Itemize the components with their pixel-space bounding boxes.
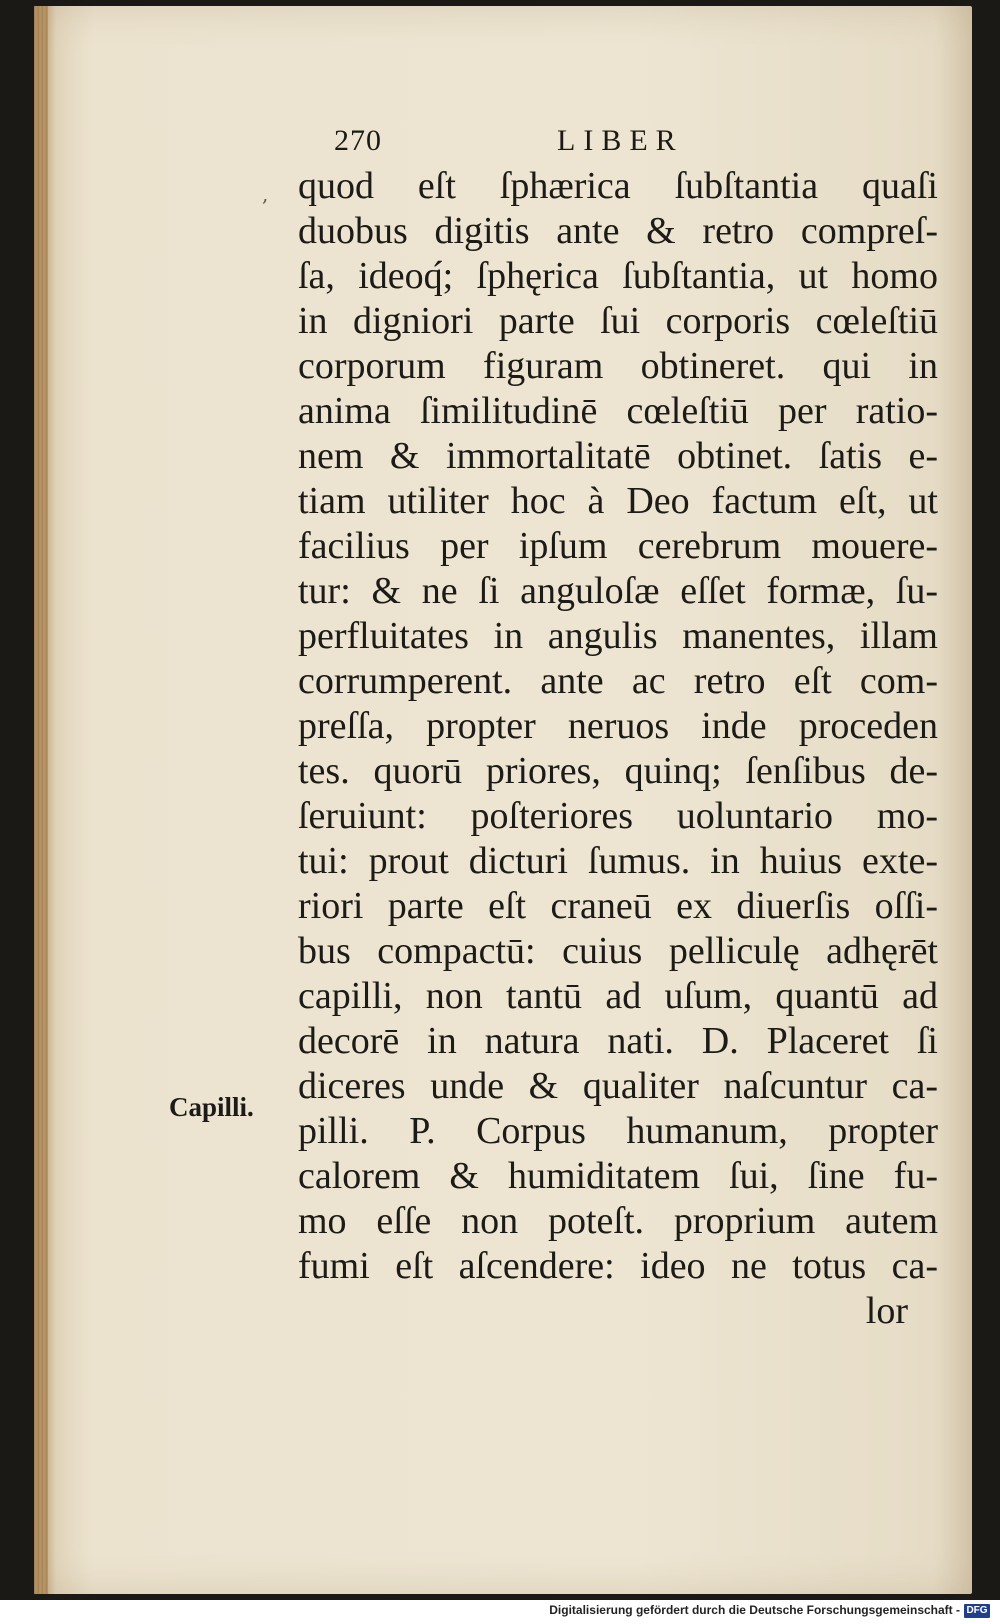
catchword: lor xyxy=(865,1290,908,1332)
text-line: facilius per ipſum cerebrum mouere- xyxy=(298,525,938,567)
text-line: ſeruiunt: poſteriores uoluntario mo- xyxy=(298,795,938,837)
text-line: bus compactū: cuius pelliculę adhęrēt xyxy=(298,930,938,972)
text-line: nem & immortalitatē obtinet. ſatis e- xyxy=(298,435,938,477)
text-line: riori parte eſt craneū ex diuerſis oſſi- xyxy=(298,885,938,927)
stray-ink-mark: , xyxy=(262,182,269,206)
text-line: tiam utiliter hoc à Deo factum eſt, ut xyxy=(298,480,938,522)
running-title: LIBER xyxy=(557,124,684,157)
text-line: anima ſimilitudinē cœleſtiū per ratio- xyxy=(298,390,938,432)
text-line: mo eſſe non poteſt. proprium autem xyxy=(298,1200,938,1242)
text-line: tur: & ne ſi anguloſæ eſſet formæ, ſu- xyxy=(298,570,938,612)
dfg-logo-icon: DFG xyxy=(964,1604,990,1618)
text-line: fumi eſt aſcendere: ideo ne totus ca- xyxy=(298,1245,938,1287)
body-text xyxy=(298,164,938,1334)
page-edge xyxy=(34,6,48,1594)
text-line: perfluitates in angulis manentes, illam xyxy=(298,615,938,657)
funding-credit: Digitalisierung gefördert durch die Deutsche Forschungsgemeinschaft - xyxy=(549,1603,960,1617)
text-line: capilli, non tantū ad uſum, quantū ad xyxy=(298,975,938,1017)
text-line: ſa, ideoq́; ſphęrica ſubſtantia, ut homo xyxy=(298,255,938,297)
text-line: calorem & humiditatem ſui, ſine fu- xyxy=(298,1155,938,1197)
book-page xyxy=(34,6,972,1594)
text-line: tes. quorū priores, quinq; ſenſibus de- xyxy=(298,750,938,792)
text-line: preſſa, propter neruos inde proceden xyxy=(298,705,938,747)
text-line: corrumperent. ante ac retro eſt com- xyxy=(298,660,938,702)
text-line: duobus digitis ante & retro compreſ- xyxy=(298,210,938,252)
text-line: pilli. P. Corpus humanum, propter xyxy=(298,1110,938,1152)
text-line: in digniori parte ſui corporis cœleſtiū xyxy=(298,300,938,342)
text-line: decorē in natura nati. D. Placeret ſi xyxy=(298,1020,938,1062)
footer-bar xyxy=(0,1600,1000,1624)
marginal-note: Capilli. xyxy=(169,1092,254,1122)
text-line: diceres unde & qualiter naſcuntur ca- xyxy=(298,1065,938,1107)
text-line: tui: prout dicturi ſumus. in huius exte- xyxy=(298,840,938,882)
running-head xyxy=(34,124,972,164)
text-line: corporum figuram obtineret. qui in xyxy=(298,345,938,387)
page-number: 270 xyxy=(334,124,382,157)
text-line: quod eſt ſphærica ſubſtantia quaſi xyxy=(298,165,938,207)
